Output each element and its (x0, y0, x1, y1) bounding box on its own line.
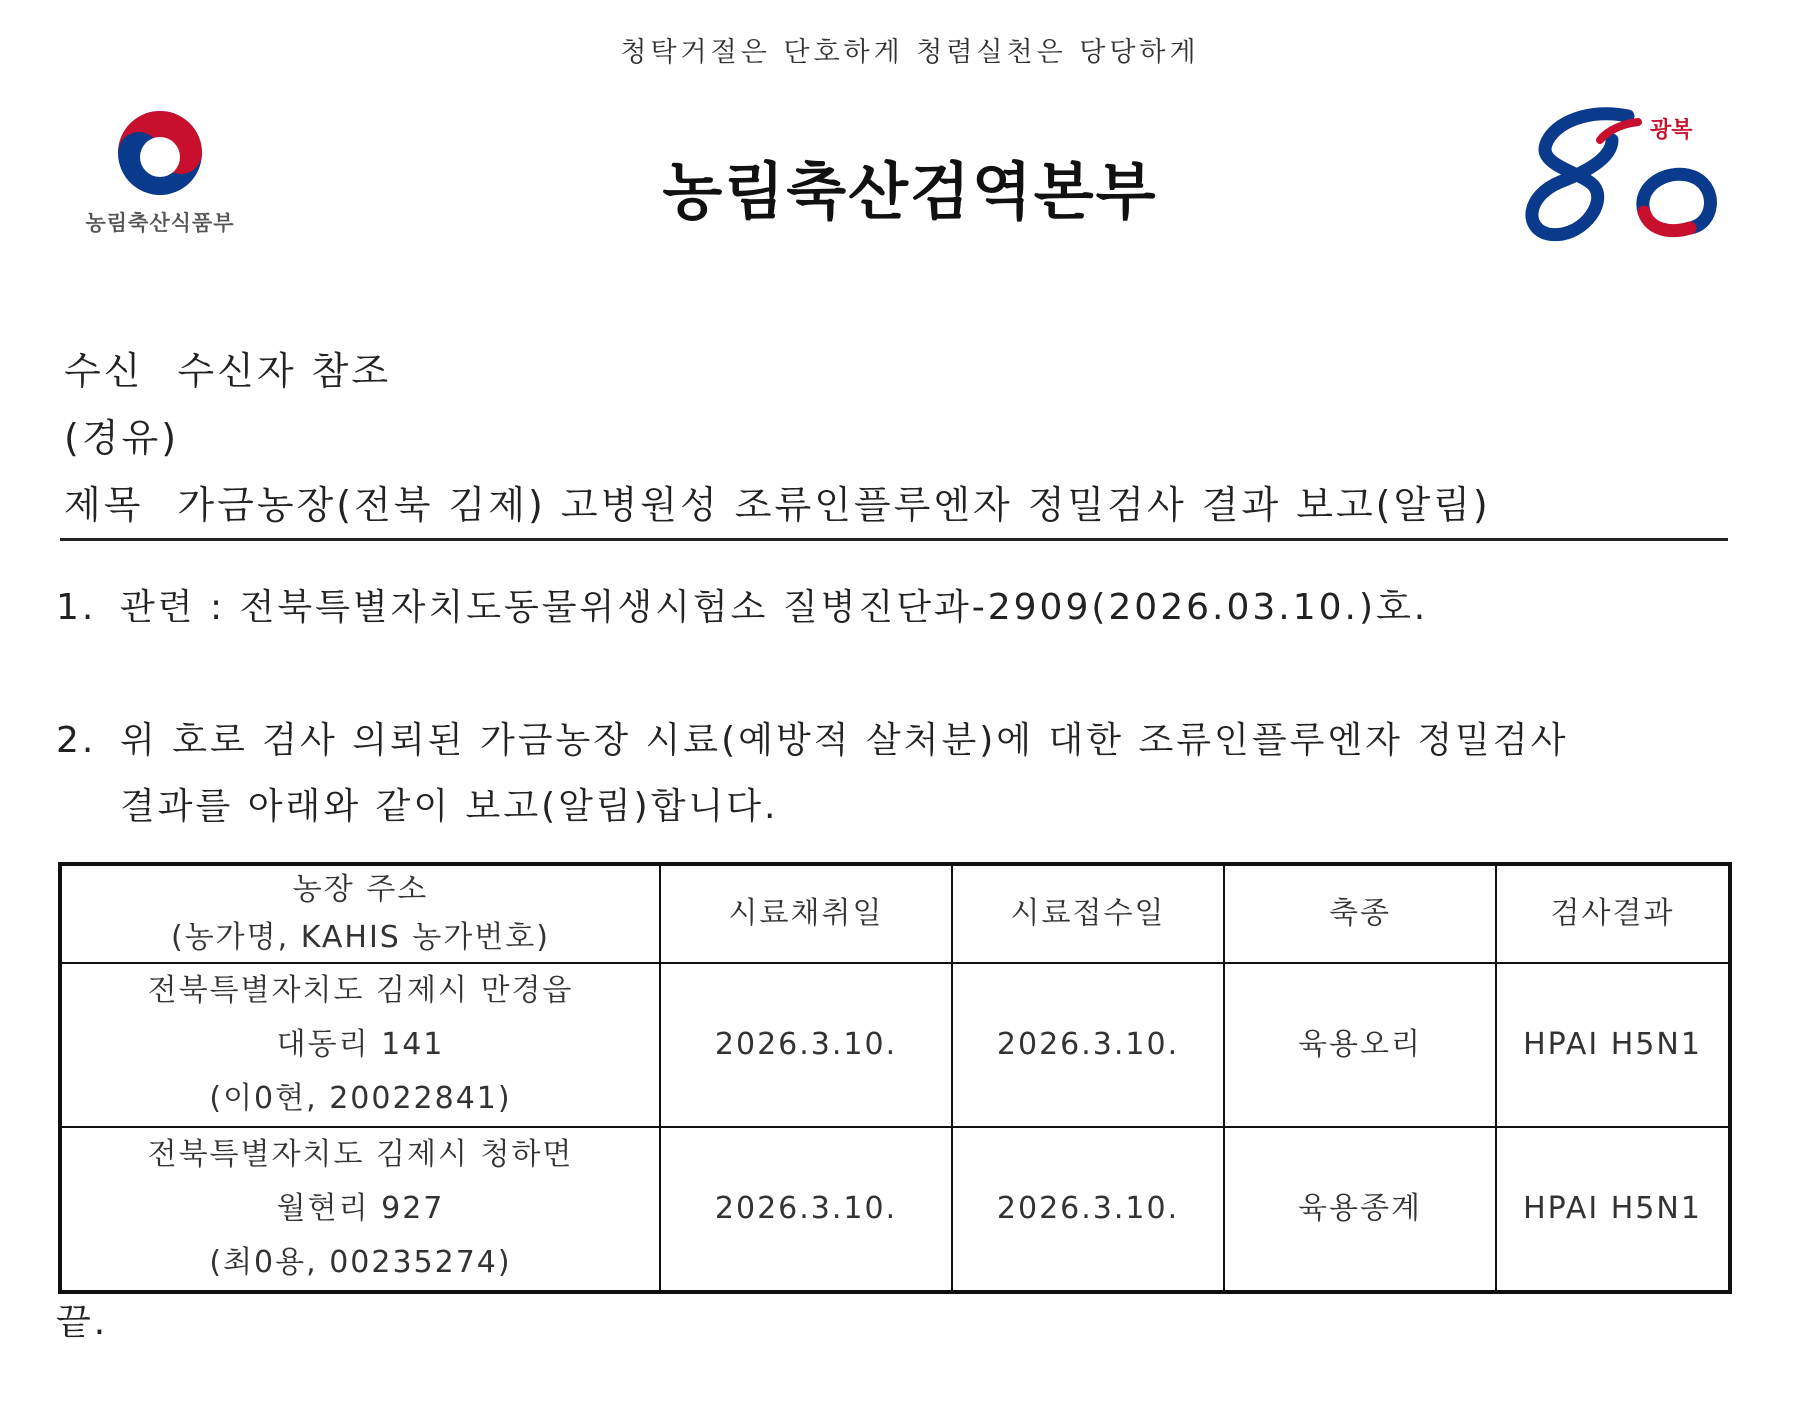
end-mark: 끝. (56, 1302, 109, 1343)
cell-address (60, 963, 660, 1127)
header-sampling-date: 시료채취일 (660, 864, 952, 963)
paragraph-2-number: 2. (56, 720, 97, 761)
ministry-name: 농림축산식품부 (85, 211, 235, 235)
farm-owner-id: (최0용, 00235274) (209, 1245, 512, 1280)
table-header-row (60, 864, 1730, 963)
cell-result: HPAI H5N1 (1496, 963, 1730, 1127)
paragraph-2 (56, 708, 1736, 840)
subject-label: 제목 (64, 483, 144, 527)
cell-receipt-date: 2026.3.10. (952, 963, 1224, 1127)
anniversary-label: 광복 (1650, 118, 1693, 143)
paragraph-1 (56, 575, 1428, 641)
paragraph-2-line-2: 결과를 아래와 같이 보고(알림)합니다. (120, 786, 779, 827)
header-address-line-1: 농장 주소 (292, 872, 429, 907)
liberation-80th-anniversary-logo (1520, 100, 1740, 260)
address-line-1: 전북특별자치도 김제시 청하면 (147, 1137, 574, 1172)
via-label: (경유) (64, 416, 180, 460)
cell-sampling-date: 2026.3.10. (660, 963, 952, 1127)
subject-divider (60, 538, 1728, 541)
recipient-value: 수신자 참조 (177, 349, 392, 393)
cell-species: 육용오리 (1224, 963, 1496, 1127)
cell-receipt-date: 2026.3.10. (952, 1127, 1224, 1292)
address-line-2: 월현리 927 (276, 1191, 445, 1226)
subject-value: 가금농장(전북 김제) 고병원성 조류인플루엔자 정밀검사 결과 보고(알림) (177, 483, 1491, 527)
subject-row (64, 474, 1491, 529)
table-row (60, 1127, 1730, 1292)
paragraph-2-line-1: 위 호로 검사 의뢰된 가금농장 시료(예방적 살처분)에 대한 조류인플루엔자 정밀검사 (120, 720, 1569, 761)
agency-title: 농림축산검역본부 (662, 155, 1158, 228)
results-table (58, 862, 1732, 1294)
cell-sampling-date: 2026.3.10. (660, 1127, 952, 1292)
paragraph-1-number: 1. (56, 587, 97, 628)
address-line-1: 전북특별자치도 김제시 만경읍 (147, 973, 574, 1008)
recipient-label: 수신 (64, 349, 144, 393)
header-receipt-date: 시료접수일 (952, 864, 1224, 963)
address-line-2: 대동리 141 (276, 1027, 445, 1062)
cell-result: HPAI H5N1 (1496, 1127, 1730, 1292)
header-address-line-2: (농가명, KAHIS 농가번호) (171, 920, 550, 955)
table-row (60, 963, 1730, 1127)
recipient-row (64, 340, 391, 395)
header-species: 축종 (1224, 864, 1496, 963)
cell-species: 육용종계 (1224, 1127, 1496, 1292)
cell-address (60, 1127, 660, 1292)
header-result: 검사결과 (1496, 864, 1730, 963)
slogan: 청탁거절은 단호하게 청렴실천은 당당하게 (620, 37, 1200, 68)
paragraph-1-text: 관련 : 전북특별자치도동물위생시험소 질병진단과-2909(2026.03.10.)호. (120, 587, 1429, 628)
header-address (60, 864, 660, 963)
farm-owner-id: (이0현, 20022841) (209, 1081, 512, 1116)
